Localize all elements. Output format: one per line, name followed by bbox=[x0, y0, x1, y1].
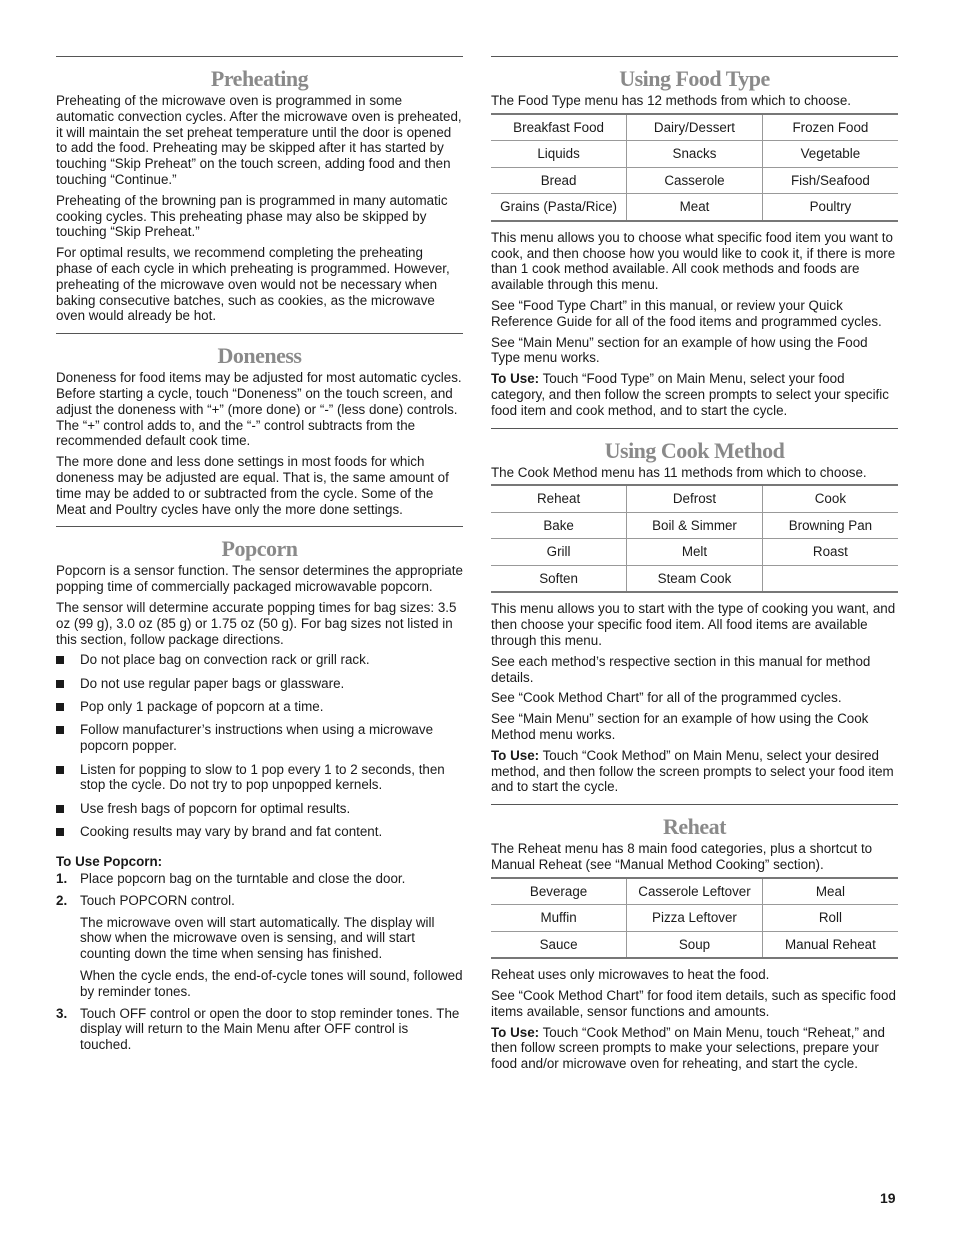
reheat-intro: The Reheat menu has 8 main food categories, plus a shortcut to Manual Reheat (see “Manual Method Cooking” section). bbox=[491, 841, 873, 872]
popcorn-section bbox=[56, 526, 463, 1053]
table-cell bbox=[762, 565, 898, 592]
bullet-square-icon bbox=[56, 656, 64, 664]
list-item: Listen for popping to slow to 1 pop every 1 to 2 seconds, then stop the cycle. Do not try to pop unpopped kernels. bbox=[56, 762, 463, 794]
right-column bbox=[491, 56, 898, 1081]
food-type-paragraph-3: See “Main Menu” section for an example of how using the Food Type menu works. bbox=[491, 334, 868, 366]
table-cell: Reheat bbox=[536, 491, 581, 507]
table-cell: Meat bbox=[627, 194, 763, 221]
reheat-paragraph-2: See “Cook Method Chart” for food item details, such as specific food items available, sensor functions and amounts. bbox=[491, 988, 896, 1019]
table-cell: Sauce bbox=[491, 931, 627, 958]
list-item: Use fresh bags of popcorn for optimal results. bbox=[56, 801, 463, 817]
table-cell: Pizza Leftover bbox=[627, 905, 763, 932]
preheating-paragraph-3: For optimal results, we recommend completing the preheating phase of each cycle in which preheating is programmed. However, preheating of the microwave oven would not be necessary when baking consecutive batches, such as cookies, as the microwave oven would already be hot. bbox=[56, 245, 450, 324]
popcorn-paragraph-1: Popcorn is a sensor function. The sensor determines the appropriate popping time of commercially packaged microwavable popcorn. bbox=[56, 563, 463, 595]
table-cell: Boil & Simmer bbox=[627, 512, 763, 539]
table-row bbox=[491, 931, 898, 958]
section-rule bbox=[56, 526, 463, 527]
reheat-paragraph-1: Reheat uses only microwaves to heat the food. bbox=[491, 967, 770, 983]
section-rule bbox=[491, 804, 898, 805]
bullet-square-icon bbox=[56, 828, 64, 836]
table-row bbox=[491, 194, 898, 221]
cook-method-to-use bbox=[491, 748, 898, 795]
cook-method-paragraph-1: This menu allows you to start with the type of cooking you want, and then choose your specific food item. All food items are available through this menu. bbox=[491, 601, 896, 648]
table-row bbox=[491, 878, 898, 905]
list-item: Follow manufacturer’s instructions when using a microwave popcorn popper. bbox=[56, 722, 463, 754]
table-cell: Grains (Pasta/Rice) bbox=[491, 194, 627, 221]
cook-method-heading: Using Cook Method bbox=[604, 437, 785, 463]
table-cell: Manual Reheat bbox=[762, 931, 898, 958]
table-cell: Steam Cook bbox=[627, 565, 763, 592]
popcorn-tips-list bbox=[56, 652, 463, 840]
food-type-paragraph-2: See “Food Type Chart” in this manual, or review your Quick Reference Guide for all of the food items and programmed cycles. bbox=[491, 297, 882, 329]
section-rule bbox=[491, 56, 898, 57]
reheat-heading: Reheat bbox=[663, 814, 726, 840]
table-cell: Snacks bbox=[627, 141, 763, 168]
to-use-text: Touch “Food Type” on Main Menu, select your food category, and then follow the screen prompts to select your specific food item and cook method, and to start the cycle. bbox=[491, 371, 889, 418]
step-subtext: When the cycle ends, the end-of-cycle tones will sound, followed by reminder tones. bbox=[80, 968, 463, 999]
table-row bbox=[491, 114, 898, 141]
to-use-text: Touch “Cook Method” on Main Menu, select your desired method, and then follow the screen prompts to select your food item and to start the cycle. bbox=[491, 747, 894, 795]
left-column bbox=[56, 56, 463, 1062]
cook-method-paragraph-4: See “Main Menu” section for an example of how using the Cook Method menu works. bbox=[491, 711, 869, 742]
popcorn-to-use-heading: To Use Popcorn: bbox=[56, 854, 163, 870]
table-cell: Meal bbox=[762, 878, 898, 905]
table-cell: Beverage bbox=[529, 883, 588, 899]
table-cell: Vegetable bbox=[762, 141, 898, 168]
table-cell: Melt bbox=[627, 539, 763, 566]
table-cell: Casserole bbox=[627, 167, 763, 194]
doneness-heading: Doneness bbox=[217, 343, 302, 369]
popcorn-paragraph-2: The sensor will determine accurate popping times for bag sizes: 3.5 oz (99 g), 3.0 oz (85 g) or 1.75 oz (50 g). For bag sizes not listed in this section, follow package directions. bbox=[56, 599, 457, 647]
bullet-square-icon bbox=[56, 726, 64, 734]
food-type-heading: Using Food Type bbox=[619, 66, 770, 91]
cook-method-paragraph-2: See each method’s respective section in this manual for method details. bbox=[491, 653, 871, 685]
section-rule bbox=[56, 56, 463, 57]
step-subtext: The microwave oven will start automatically. The display will show when the microwave oven is sensing, and will start counting down the time when sensing has finished. bbox=[80, 914, 435, 962]
page-number: 19 bbox=[880, 1190, 896, 1206]
table-row bbox=[491, 565, 898, 592]
reheat-to-use bbox=[491, 1025, 898, 1072]
step-item bbox=[56, 893, 463, 1000]
table-cell: Grill bbox=[491, 539, 627, 566]
step-item bbox=[56, 1006, 463, 1053]
section-rule bbox=[491, 428, 898, 429]
doneness-paragraph-1: Doneness for food items may be adjusted for most automatic cycles. Before starting a cycle, touch “Doneness” on the touch screen, and adjust the doneness with “+” (more done) or “-” (less done) controls. The “+” control adds to, and the “-” control subtracts from the recommended default cook time. bbox=[56, 370, 462, 449]
to-use-label: To Use: bbox=[491, 1024, 540, 1040]
doneness-section bbox=[56, 333, 463, 517]
food-type-table bbox=[491, 113, 898, 222]
cook-method-section bbox=[491, 428, 898, 796]
bullet-square-icon bbox=[56, 805, 64, 813]
table-cell: Roll bbox=[762, 905, 898, 932]
table-row bbox=[491, 905, 898, 932]
step-item bbox=[56, 871, 463, 887]
list-item: Do not place bag on convection rack or grill rack. bbox=[56, 652, 463, 668]
table-row bbox=[491, 141, 898, 168]
table-cell: Liquids bbox=[491, 141, 627, 168]
cook-method-table bbox=[491, 484, 898, 593]
step-text: Touch OFF control or open the door to stop reminder tones. The display will return to the Main Menu after OFF control is touched. bbox=[80, 1005, 460, 1053]
table-cell: Fish/Seafood bbox=[762, 167, 898, 194]
bullet-square-icon bbox=[56, 766, 64, 774]
list-item: Do not use regular paper bags or glassware. bbox=[56, 676, 463, 692]
preheating-paragraph-2: Preheating of the browning pan is programmed in many automatic cooking cycles. This preheating phase may also be skipped by touching “Skip Preheat.” bbox=[56, 192, 448, 240]
table-cell: Dairy/Dessert bbox=[627, 114, 763, 141]
table-row bbox=[491, 485, 898, 512]
to-use-label: To Use: bbox=[491, 747, 540, 763]
to-use-label: To Use: bbox=[491, 371, 540, 387]
table-cell: Poultry bbox=[762, 194, 898, 221]
table-row bbox=[491, 539, 898, 566]
food-type-intro: The Food Type menu has 12 methods from which to choose. bbox=[491, 93, 852, 108]
table-cell: Soften bbox=[491, 565, 627, 592]
food-type-section bbox=[491, 56, 898, 419]
table-cell: Casserole Leftover bbox=[627, 878, 763, 905]
cook-method-intro: The Cook Method menu has 11 methods from which to choose. bbox=[491, 464, 867, 480]
popcorn-steps-list bbox=[56, 871, 463, 1053]
bullet-square-icon bbox=[56, 703, 64, 711]
table-cell: Muffin bbox=[491, 905, 627, 932]
table-cell: Breakfast Food bbox=[513, 119, 604, 135]
table-cell: Roast bbox=[762, 539, 898, 566]
table-cell: Browning Pan bbox=[762, 512, 898, 539]
table-cell: Cook bbox=[762, 485, 898, 512]
step-number: 2. bbox=[56, 892, 68, 908]
preheating-paragraph-1: Preheating of the microwave oven is programmed in some automatic convection cycles. After the microwave oven is preheated, it will maintain the set preheat temperature until the door is opened to add the food. Preheating may be skipped after it has started by touching “Skip Preheat” on the touch screen, adding food and then touching “Continue.” bbox=[56, 93, 462, 187]
cook-method-paragraph-3: See “Cook Method Chart” for all of the programmed cycles. bbox=[491, 690, 842, 706]
table-cell: Bread bbox=[491, 167, 627, 194]
table-cell: Bake bbox=[491, 512, 627, 539]
list-item: Cooking results may vary by brand and fat content. bbox=[56, 824, 463, 840]
preheating-heading: Preheating bbox=[210, 66, 309, 91]
preheating-section bbox=[56, 56, 463, 324]
table-cell: Defrost bbox=[627, 485, 763, 512]
reheat-section bbox=[491, 804, 898, 1072]
step-number: 1. bbox=[56, 871, 68, 887]
step-number: 3. bbox=[56, 1005, 68, 1021]
food-type-paragraph-1: This menu allows you to choose what specific food item you want to cook, and then choose how you would like to cook it, if there is more than 1 cook method available. All cook methods and foods are available through this menu. bbox=[491, 229, 896, 293]
to-use-text: Touch “Cook Method” on Main Menu, touch “Reheat,” and then follow screen prompts to make your selections, prepare your food and/or microwave oven for reheating, and start the cycle. bbox=[491, 1024, 885, 1072]
bullet-square-icon bbox=[56, 680, 64, 688]
table-row bbox=[491, 512, 898, 539]
doneness-paragraph-2: The more done and less done settings in most foods for which doneness may be adjusted are equal. That is, the same amount of time may be added to or subtracted from the cycle. Some of the Meat and Poultry cycles have only the more done settings. bbox=[56, 454, 449, 517]
list-item: Pop only 1 package of popcorn at a time. bbox=[56, 699, 463, 715]
popcorn-heading: Popcorn bbox=[221, 536, 298, 562]
reheat-table bbox=[491, 877, 898, 960]
table-row bbox=[491, 167, 898, 194]
section-rule bbox=[56, 333, 463, 334]
table-cell: Soup bbox=[627, 931, 763, 958]
table-cell: Frozen Food bbox=[762, 114, 898, 141]
step-text: Touch POPCORN control. bbox=[80, 892, 235, 908]
food-type-to-use bbox=[491, 371, 898, 418]
step-text: Place popcorn bag on the turntable and close the door. bbox=[80, 871, 406, 887]
